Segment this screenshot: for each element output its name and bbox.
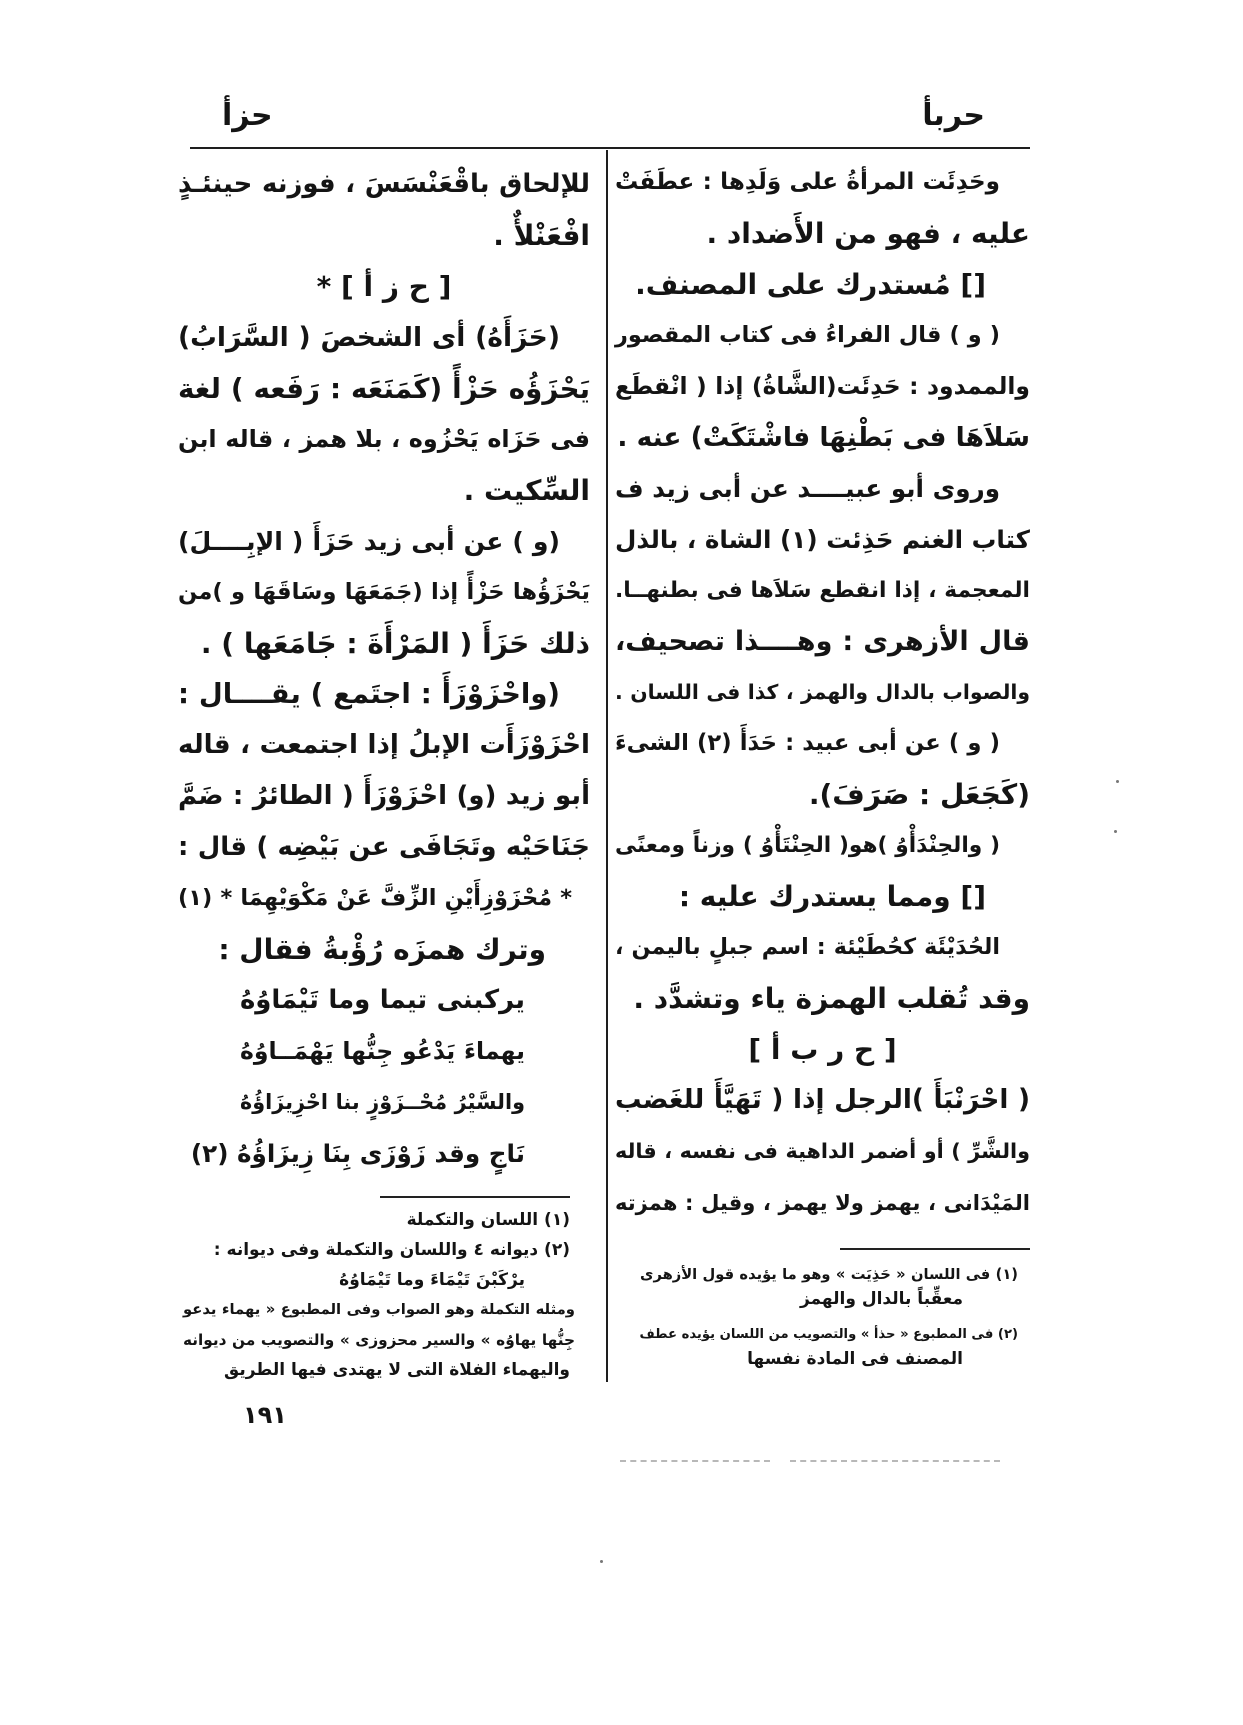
verse-line: نَاجٍ وقد زَوْزَى بِنَا زِيزَاؤُهُ (٢) xyxy=(190,1139,525,1168)
text-line: (كَجَعَل : صَرَفَ). xyxy=(808,778,1030,811)
text-line: [] مُستدرك على المصنف. xyxy=(635,268,986,301)
text-line: المعجمة ، إذا انقطع سَلاَها فى بطنهــا. xyxy=(615,578,1030,603)
entry-heading: [ ح ز أ ] * xyxy=(316,270,452,303)
text-line: السِّكيت . xyxy=(463,474,590,507)
column-divider xyxy=(606,150,608,1382)
text-line: يَحْزَؤُه حَزْأً (كَمَنَعَه : رَفَعه ) لغة xyxy=(178,372,590,405)
footnote-line: معقِّباً بالدال والهمز xyxy=(799,1289,963,1309)
text-line: عليه ، فهو من الأَضداد . xyxy=(706,217,1030,250)
footnote-line: يرْكَبْنَ تَيْمَاءَ وما تَيْمَاوُهُ xyxy=(339,1270,525,1290)
header-rule xyxy=(190,147,1030,149)
footnote-line: ومثله التكملة وهو الصواب وفى المطبوع « يهماء يدعو xyxy=(183,1301,575,1318)
footnote-line: المصنف فى المادة نفسها xyxy=(747,1349,963,1369)
text-line: للإلحاق باقْعَنْسَسَ ، فوزنه حينئـذٍ xyxy=(178,169,590,199)
text-line: وترك همزَه رُؤْبةُ فقال : xyxy=(218,933,546,966)
text-line: وحَدِئَت المرأةُ على وَلَدِها : عطَفَتْ xyxy=(615,169,1000,195)
text-line: فى حَزَاه يَحْزُوه ، بلا همز ، قاله ابن xyxy=(178,425,590,453)
scan-speck xyxy=(1116,780,1119,783)
running-header-right: حربأ xyxy=(922,98,985,133)
text-line: وقد تُقلب الهمزة ياء وتشدَّد . xyxy=(633,982,1030,1015)
text-line: والشَّرِّ ) أو أضمر الداهية فى نفسه ، قاله xyxy=(615,1139,1030,1163)
scan-speck xyxy=(1114,830,1117,833)
footnote-line: (١) اللسان والتكملة xyxy=(406,1210,570,1230)
page-number: ١٩١ xyxy=(243,1401,287,1429)
footnote-rule xyxy=(380,1196,570,1198)
text-line: ( و ) عن أبى عبيد : حَدَأَ (٢) الشىءَ xyxy=(615,730,1000,756)
entry-heading: [ ح ر ب أ ] xyxy=(748,1033,897,1066)
text-line: سَلاَهَا فى بَطْنِهَا فاشْتَكَتْ) عنه . xyxy=(617,422,1030,453)
footnote-line: (٢) فى المطبوع « حذأ » والتصويب من اللسان يؤيده عطف xyxy=(639,1327,1018,1342)
right-footnotes xyxy=(640,1262,1018,1372)
text-line: ( احْرَنْبَأَ )الرجل إذا ( تَهَيَّأَ للغَضب xyxy=(615,1085,1030,1115)
text-line: والصواب بالدال والهمز ، كذا فى اللسان . xyxy=(615,680,1030,704)
text-line: وروى أبو عبيــــد عن أبى زيد ف xyxy=(615,474,1000,503)
right-column xyxy=(615,157,1030,1228)
text-line: المَيْدَانى ، يهمز ولا يهمز ، وقيل : همزته xyxy=(615,1190,1030,1215)
text-line: والممدود : حَدِئَت(الشَّاةُ) إذا ( انْقطَع xyxy=(615,372,1030,400)
text-line: جَنَاحَيْه وتَجَافَى عن بَيْضِه ) قال : xyxy=(178,832,590,862)
footnote-line: واليهماء الفلاة التى لا يهتدى فيها الطريق xyxy=(224,1360,570,1380)
text-line: ( و ) قال الفراءُ فى كتاب المقصور xyxy=(615,322,1000,348)
left-column xyxy=(178,159,590,1179)
verse-line: * مُحْزَوْزِأَيْنِ الزِّفَّ عَنْ مَكْوَيْهِمَا * (١) xyxy=(178,885,572,911)
text-line: ( والحِنْدَأْوُ )هو( الحِنْتَأْوُ ) وزناً ومعنًى xyxy=(615,833,1000,858)
text-line: أبو زيد (و) احْزَوْزَأَ ( الطائرُ : ضَمَّ xyxy=(178,781,590,811)
verse-line: والسَّيْرُ مُحْــزَوْزٍ بنا احْزِيزَاؤُهُ xyxy=(240,1090,525,1114)
running-header-left: حزأ xyxy=(222,98,273,133)
footnote-line: جِنُّها يهاوُه » والسير محزوزى » والتصويب من ديوانه xyxy=(183,1331,575,1349)
text-line: (و ) عن أبى زيد حَزَأَ ( الإبِــــلَ) xyxy=(178,527,560,556)
footnote-line: (١) فى اللسان « حَذِيَت » وهو ما يؤيده قول الأزهرى xyxy=(640,1266,1018,1283)
text-line: افْعَنْلأٌ . xyxy=(493,219,590,252)
text-line: [] ومما يستدرك عليه : xyxy=(678,880,986,913)
text-line: (واحْزَوْزَأَ : اجتَمع ) يقــــال : xyxy=(178,678,560,710)
text-line: كتاب الغنم حَذِئت (١) الشاة ، بالذل xyxy=(615,525,1031,554)
left-footnotes xyxy=(183,1205,575,1385)
text-line: الحُدَيْئَة كحُطَيْئة : اسم جبلٍ باليمن ، xyxy=(615,934,1000,960)
scan-artifact-line xyxy=(790,1460,1000,1462)
text-line: يَحْزَؤُها حَزْأً إذا (جَمَعَهَا وسَاقَهَا و )من xyxy=(178,579,590,605)
footnote-line: (٢) ديوانه ٤ واللسان والتكملة وفى ديوانه : xyxy=(213,1240,570,1260)
text-line: احْزَوْزَأَت الإبلُ إذا اجتمعت ، قاله xyxy=(178,730,590,760)
text-line: (حَزَأَهُ) أى الشخصَ ( السَّرَابُ) xyxy=(178,322,560,353)
verse-line: يهماءَ يَدْعُو جِنُّها يَهْمَــاوُهُ xyxy=(240,1037,525,1065)
scan-speck xyxy=(600,1560,603,1563)
scan-artifact-line xyxy=(620,1460,770,1462)
text-line: قال الأزهرى : وهــــذا تصحيف، xyxy=(615,626,1030,657)
text-line: ذلك حَزَأَ ( المَرْأَةَ : جَامَعَها ) . xyxy=(200,627,590,660)
footnote-rule xyxy=(840,1248,1030,1250)
verse-line: يركبنى تيما وما تَيْمَاوُهُ xyxy=(240,985,525,1015)
